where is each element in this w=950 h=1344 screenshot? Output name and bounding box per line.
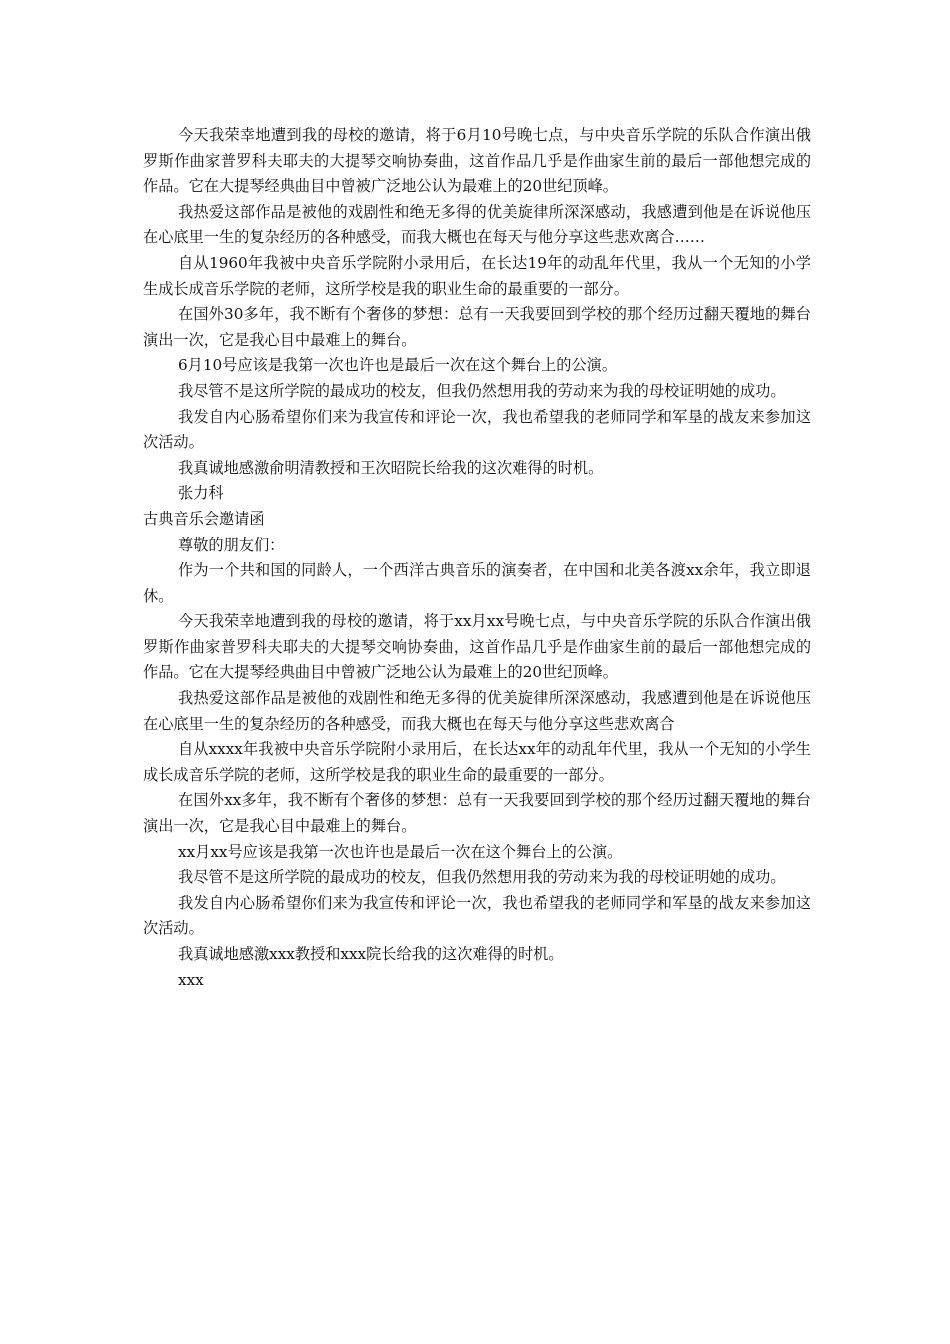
paragraph-performance-date: 6月10号应该是我第一次也许也是最后一次在这个舞台上的公演。 [178, 356, 618, 375]
paragraph-love-of-work-template: 我热爱这部作品是被他的戏剧性和绝无多得的优美旋律所深深感动，我感遭到他是在诉说他压在心底里一生的复杂经历的各种感受，而我大概也在每天与他分享这些悲欢离合 [143, 689, 811, 733]
paragraph-alumni-template: 我尽管不是这所学院的最成功的校友，但我仍然想用我的劳动来为我的母校证明她的成功。 [178, 868, 786, 887]
paragraph-dream-template: 在国外xx多年，我不断有个奢侈的梦想：总有一天我要回到学校的那个经历过翻天覆地的舞台演出一次，它是我心目中最难上的舞台。 [143, 791, 811, 836]
paragraph-performance-date-template: xx月xx号应该是我第一次也许也是最后一次在这个舞台上的公演。 [178, 842, 623, 861]
paragraph-alumni: 我尽管不是这所学院的最成功的校友，但我仍然想用我的劳动来为我的母校证明她的成功。 [178, 381, 786, 400]
signature: 张力科 [178, 484, 224, 503]
paragraph-invitation-intro: 今天我荣幸地遭到我的母校的邀请，将于6月10号晚七点，与中央音乐学院的乐队合作演出俄罗斯作曲家普罗科夫耶夫的大提琴交响协奏曲，这首作品几乎是作曲家生前的最后一部他想完成的作品。它在大提琴经典曲目中曾被广泛地公认为最难上的20世纪顶峰。 [143, 126, 811, 196]
document-page [143, 123, 811, 993]
paragraph-invitation-intro-template: 今天我荣幸地遭到我的母校的邀请，将于xx月xx号晚七点，与中央音乐学院的乐队合作演出俄罗斯作曲家普罗科夫耶夫的大提琴交响协奏曲，这首作品几乎是作曲家生前的最后一部他想完成的作品。它在大提琴经典曲目中曾被广泛地公认为最难上的20世纪顶峰。 [143, 612, 811, 682]
paragraph-self-intro: 作为一个共和国的同龄人，一个西洋古典音乐的演奏者，在中国和北美各渡xx余年，我立即退休。 [143, 561, 811, 605]
paragraph-love-of-work: 我热爱这部作品是被他的戏剧性和绝无多得的优美旋律所深深感动，我感遭到他是在诉说他压在心底里一生的复杂经历的各种感受，而我大概也在每天与他分享这些悲欢离合…… [143, 202, 811, 247]
signature-template: xxx [178, 970, 204, 989]
paragraph-invite-friends: 我发自内心肠希望你们来为我宣传和评论一次，我也希望我的老师同学和军垦的战友来参加这次活动。 [143, 407, 811, 452]
salutation: 尊敬的朋友们： [178, 535, 285, 554]
paragraph-school-history: 自从1960年我被中央音乐学院附小录用后，在长达19年的动乱年代里，我从一个无知的小学生成长成音乐学院的老师，这所学校是我的职业生命的最重要的一部分。 [143, 253, 811, 298]
paragraph-school-history-template: 自从xxxx年我被中央音乐学院附小录用后，在长达xx年的动乱年代里，我从一个无知的小学生成长成音乐学院的老师，这所学校是我的职业生命的最重要的一部分。 [143, 740, 811, 784]
paragraph-dream: 在国外30多年，我不断有个奢侈的梦想：总有一天我要回到学校的那个经历过翻天覆地的舞台演出一次，它是我心目中最难上的舞台。 [143, 305, 811, 349]
letter-title: 古典音乐会邀请函 [143, 509, 265, 528]
paragraph-thanks: 我真诚地感激俞明清教授和王次昭院长给我的这次难得的时机。 [178, 458, 604, 477]
paragraph-thanks-template: 我真诚地感激xxx教授和xxx院长给我的这次难得的时机。 [178, 945, 564, 963]
paragraph-invite-friends-template: 我发自内心肠希望你们来为我宣传和评论一次，我也希望我的老师同学和军垦的战友来参加这次活动。 [143, 893, 811, 938]
